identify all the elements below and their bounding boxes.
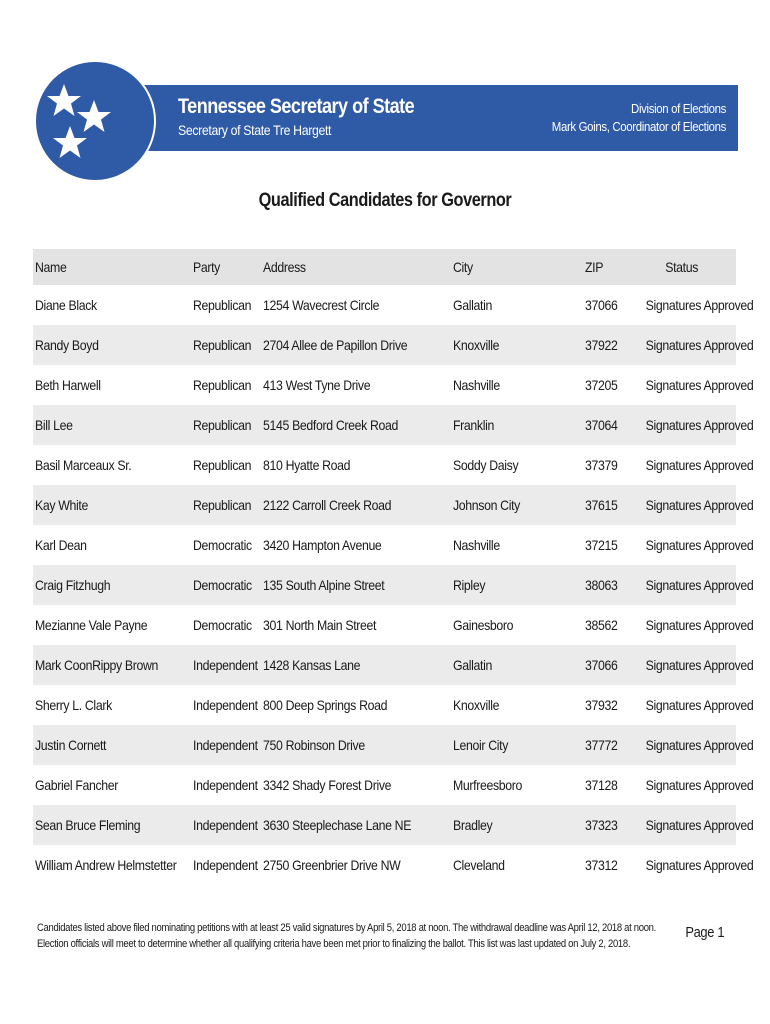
cell-address: 135 South Alpine Street bbox=[261, 565, 451, 605]
cell-status: Signatures Approved bbox=[645, 377, 754, 393]
cell-city: Soddy Daisy bbox=[453, 457, 519, 473]
table-row bbox=[33, 725, 736, 765]
agency-subtitle: Secretary of State Tre Hargett bbox=[178, 122, 332, 138]
cell-zip: 37312 bbox=[585, 857, 618, 873]
cell-zip: 37932 bbox=[585, 697, 618, 713]
cell-status: Signatures Approved bbox=[629, 325, 736, 365]
page-header bbox=[34, 60, 738, 182]
cell-city: Cleveland bbox=[453, 857, 505, 873]
cell-zip: 37379 bbox=[585, 457, 618, 473]
table-row bbox=[33, 325, 736, 365]
cell-city: Nashville bbox=[453, 377, 500, 393]
cell-party: Independent bbox=[191, 805, 261, 845]
cell-name: Sean Bruce Fleming bbox=[33, 805, 191, 845]
cell-address: 2122 Carroll Creek Road bbox=[261, 485, 451, 525]
cell-city: Lenoir City bbox=[451, 725, 583, 765]
cell-address: 3342 Shady Forest Drive bbox=[263, 777, 392, 793]
cell-name: Kay White bbox=[33, 485, 191, 525]
cell-status: Signatures Approved bbox=[645, 777, 754, 793]
cell-city: Murfreesboro bbox=[453, 777, 523, 793]
cell-zip: 37922 bbox=[583, 325, 629, 365]
cell-party: Republican bbox=[191, 325, 261, 365]
column-header-status: Status bbox=[629, 249, 736, 285]
cell-zip: 37064 bbox=[583, 405, 629, 445]
cell-city: Bradley bbox=[451, 805, 583, 845]
footnote-line-1: Candidates listed above filed nominating petitions with at least 25 valid signatures by April 5, 2018 at noon. The withdrawal deadline was April 12, 2018 at noon. bbox=[37, 922, 656, 934]
cell-party: Independent bbox=[193, 857, 258, 873]
table-row bbox=[33, 565, 736, 605]
cell-party: Independent bbox=[191, 725, 261, 765]
cell-address: 800 Deep Springs Road bbox=[263, 697, 388, 713]
cell-status: Signatures Approved bbox=[645, 457, 754, 473]
cell-name: Basil Marceaux Sr. bbox=[35, 457, 132, 473]
division-label: Division of Elections bbox=[631, 101, 726, 116]
cell-status: Signatures Approved bbox=[645, 697, 754, 713]
cell-name: Diane Black bbox=[35, 297, 97, 313]
cell-name: Bill Lee bbox=[33, 405, 191, 445]
cell-zip: 37066 bbox=[583, 645, 629, 685]
tristar-logo-icon bbox=[34, 60, 156, 182]
cell-address: 2704 Allee de Papillon Drive bbox=[261, 325, 451, 365]
cell-party: Democratic bbox=[193, 537, 252, 553]
table-row bbox=[33, 405, 736, 445]
cell-name: Mezianne Vale Payne bbox=[35, 617, 148, 633]
table-row bbox=[33, 445, 736, 485]
cell-address: 1254 Wavecrest Circle bbox=[263, 297, 380, 313]
table-header-row bbox=[33, 249, 736, 285]
banner-left bbox=[178, 95, 453, 139]
cell-zip: 37615 bbox=[583, 485, 629, 525]
page-number: Page 1 bbox=[685, 924, 724, 941]
cell-party: Independent bbox=[191, 645, 261, 685]
cell-zip: 37128 bbox=[585, 777, 618, 793]
cell-city: Knoxville bbox=[451, 325, 583, 365]
cell-address: 750 Robinson Drive bbox=[261, 725, 451, 765]
header-banner bbox=[102, 85, 738, 151]
coordinator-label: Mark Goins, Coordinator of Elections bbox=[551, 119, 726, 134]
cell-name: Justin Cornett bbox=[33, 725, 191, 765]
candidates-table bbox=[33, 249, 754, 885]
table-row bbox=[33, 605, 736, 645]
cell-name: Gabriel Fancher bbox=[35, 777, 119, 793]
cell-city: Nashville bbox=[453, 537, 500, 553]
cell-name: William Andrew Helmstetter bbox=[35, 857, 177, 873]
cell-zip: 37323 bbox=[583, 805, 629, 845]
cell-name: Sherry L. Clark bbox=[35, 697, 112, 713]
column-header-name: Name bbox=[33, 249, 191, 285]
cell-party: Republican bbox=[193, 297, 252, 313]
cell-name: Karl Dean bbox=[35, 537, 87, 553]
cell-status: Signatures Approved bbox=[645, 297, 754, 313]
table-row bbox=[33, 805, 736, 845]
cell-party: Independent bbox=[193, 777, 258, 793]
cell-address: 413 West Tyne Drive bbox=[263, 377, 371, 393]
cell-address: 3420 Hampton Avenue bbox=[263, 537, 382, 553]
cell-party: Democratic bbox=[193, 617, 252, 633]
cell-status: Signatures Approved bbox=[629, 645, 736, 685]
table-row bbox=[33, 285, 736, 325]
cell-name: Randy Boyd bbox=[33, 325, 191, 365]
cell-party: Republican bbox=[193, 377, 252, 393]
table-row bbox=[33, 525, 736, 565]
cell-city: Gallatin bbox=[451, 645, 583, 685]
cell-address: 3630 Steeplechase Lane NE bbox=[261, 805, 451, 845]
cell-status: Signatures Approved bbox=[629, 405, 736, 445]
cell-party: Republican bbox=[191, 485, 261, 525]
footnote bbox=[37, 920, 673, 952]
column-header-party: Party bbox=[191, 249, 261, 285]
cell-city: Franklin bbox=[451, 405, 583, 445]
cell-zip: 37205 bbox=[585, 377, 618, 393]
table-row bbox=[33, 365, 736, 405]
column-header-zip: ZIP bbox=[583, 249, 629, 285]
cell-zip: 37066 bbox=[585, 297, 618, 313]
cell-status: Signatures Approved bbox=[645, 617, 754, 633]
table-row bbox=[33, 765, 736, 805]
cell-status: Signatures Approved bbox=[645, 857, 754, 873]
cell-status: Signatures Approved bbox=[629, 565, 736, 605]
cell-city: Johnson City bbox=[451, 485, 583, 525]
cell-address: 301 North Main Street bbox=[263, 617, 377, 633]
cell-address: 2750 Greenbrier Drive NW bbox=[263, 857, 401, 873]
table-row bbox=[33, 645, 736, 685]
cell-party: Republican bbox=[191, 405, 261, 445]
cell-zip: 38562 bbox=[585, 617, 618, 633]
cell-party: Democratic bbox=[191, 565, 261, 605]
cell-status: Signatures Approved bbox=[629, 805, 736, 845]
table-row bbox=[33, 845, 736, 885]
cell-status: Signatures Approved bbox=[629, 725, 736, 765]
cell-address: 810 Hyatte Road bbox=[263, 457, 351, 473]
cell-zip: 38063 bbox=[583, 565, 629, 605]
cell-name: Mark CoonRippy Brown bbox=[33, 645, 191, 685]
footnote-line-2: Election officials will meet to determine whether all qualifying criteria have been met prior to finalizing the ballot. This list was last updated on July 2, 2018. bbox=[37, 938, 631, 950]
cell-zip: 37772 bbox=[583, 725, 629, 765]
document-title: Qualified Candidates for Governor bbox=[258, 190, 512, 211]
cell-zip: 37215 bbox=[585, 537, 618, 553]
cell-city: Knoxville bbox=[453, 697, 500, 713]
cell-city: Ripley bbox=[451, 565, 583, 605]
agency-title: Tennessee Secretary of State bbox=[178, 95, 415, 118]
column-header-address: Address bbox=[261, 249, 451, 285]
cell-name: Beth Harwell bbox=[35, 377, 101, 393]
cell-name: Craig Fitzhugh bbox=[33, 565, 191, 605]
table-row bbox=[33, 485, 736, 525]
cell-party: Republican bbox=[193, 457, 252, 473]
table-row bbox=[33, 685, 736, 725]
cell-city: Gainesboro bbox=[453, 617, 514, 633]
cell-city: Gallatin bbox=[453, 297, 492, 313]
cell-address: 5145 Bedford Creek Road bbox=[261, 405, 451, 445]
cell-address: 1428 Kansas Lane bbox=[261, 645, 451, 685]
cell-party: Independent bbox=[193, 697, 258, 713]
banner-right bbox=[528, 100, 726, 136]
table-body bbox=[33, 285, 754, 885]
cell-status: Signatures Approved bbox=[629, 485, 736, 525]
column-header-city: City bbox=[451, 249, 583, 285]
cell-status: Signatures Approved bbox=[645, 537, 754, 553]
